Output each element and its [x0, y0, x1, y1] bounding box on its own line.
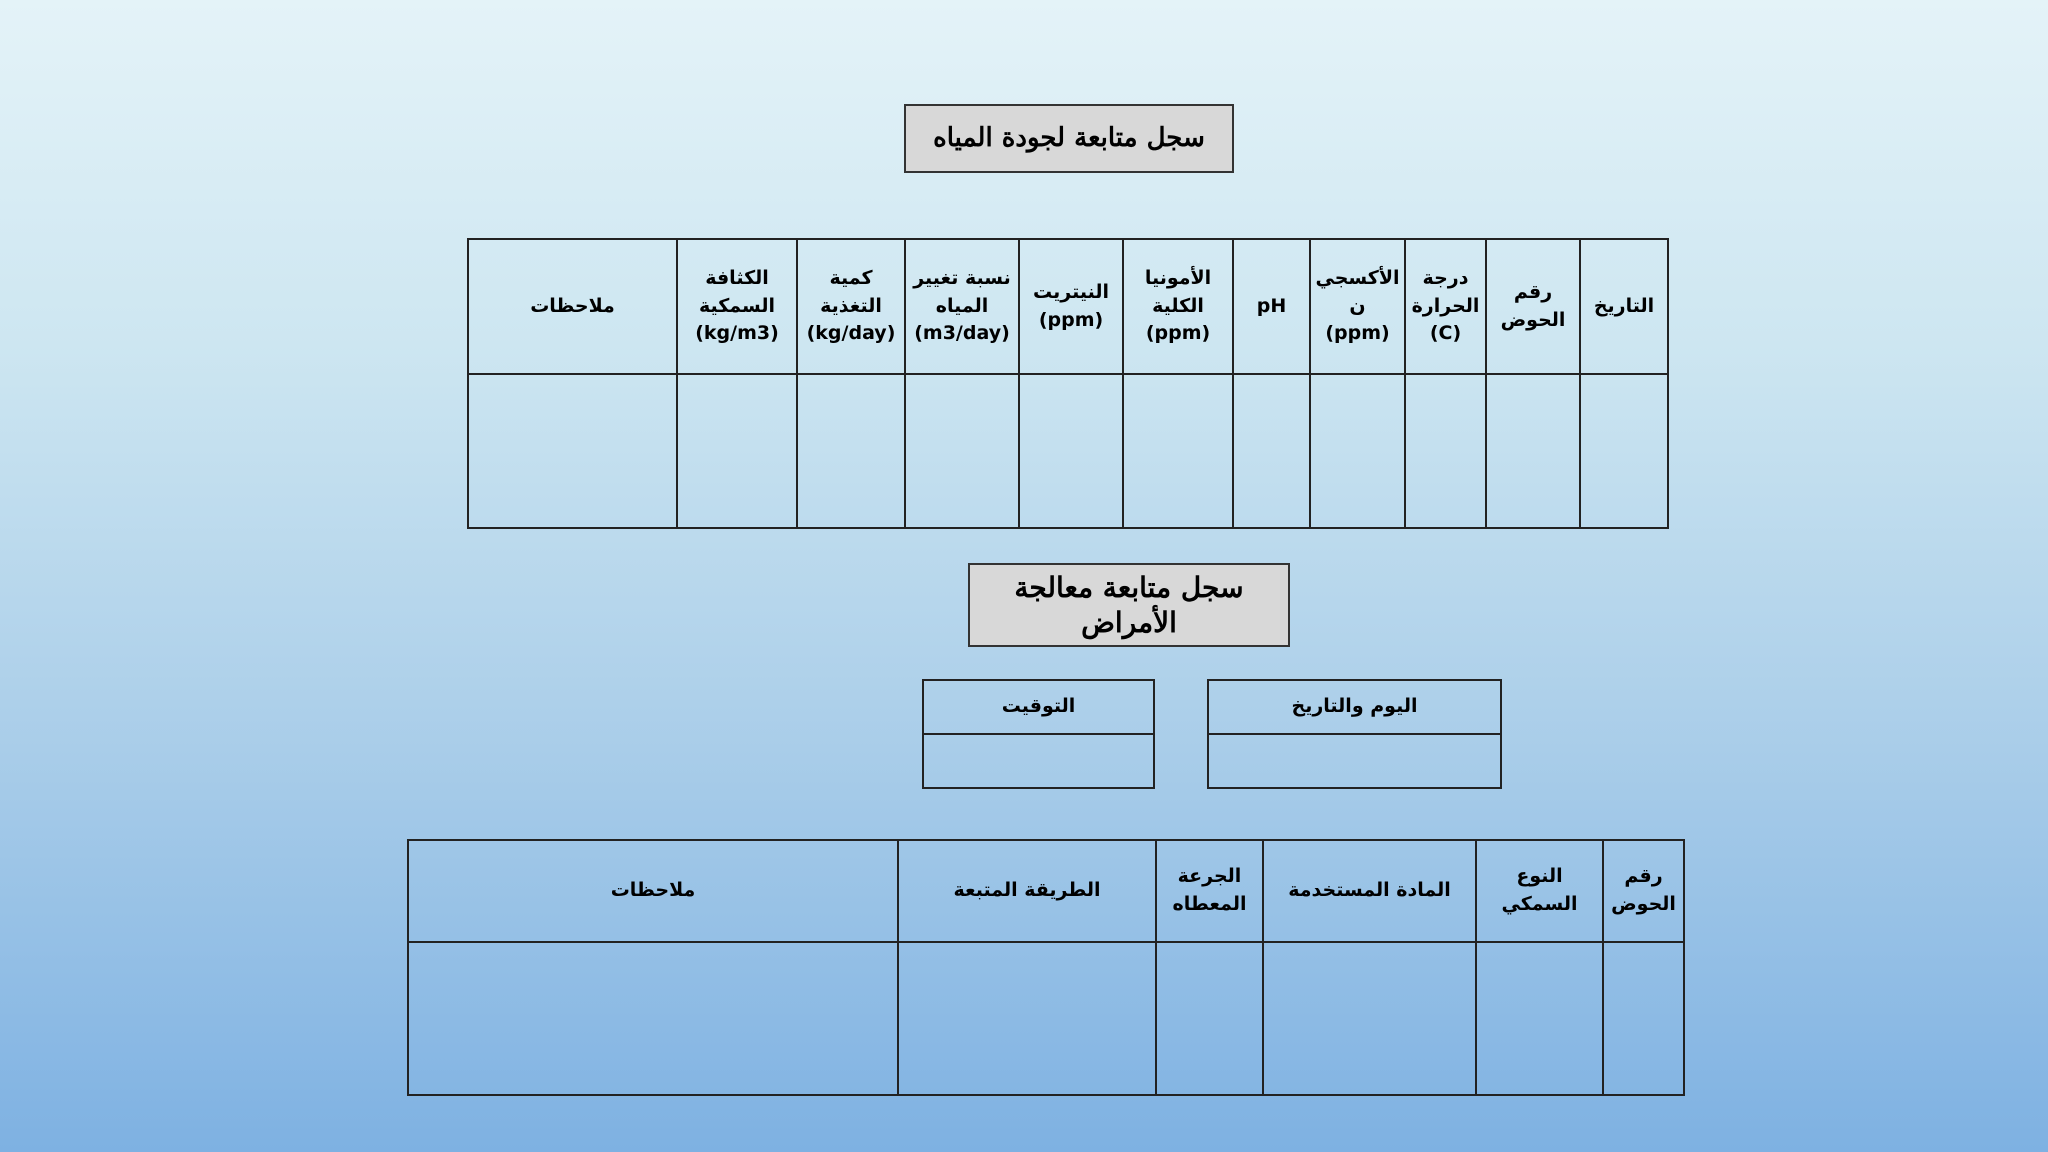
table-cell[interactable]	[1405, 374, 1486, 528]
water-quality-log-title: سجل متابعة لجودة المياه	[904, 104, 1234, 173]
disease-treatment-table	[407, 839, 1685, 1096]
table-cell[interactable]	[1476, 942, 1603, 1095]
date-value-cell[interactable]	[1208, 734, 1501, 788]
table-cell[interactable]	[898, 942, 1156, 1095]
disease-treatment-log-title: سجل متابعة معالجة الأمراض	[968, 563, 1290, 647]
table-cell[interactable]	[1233, 374, 1310, 528]
table-cell[interactable]	[1019, 374, 1123, 528]
col-header-tank-number: رقم الحوض	[1486, 239, 1580, 374]
col-header-water-change: نسبة تغيير المياه (m3/day)	[905, 239, 1019, 374]
table-cell[interactable]	[468, 374, 677, 528]
col-header-oxygen: الأكسجي ن (ppm)	[1310, 239, 1405, 374]
table-cell[interactable]	[1310, 374, 1405, 528]
col-header-feed-amount: كمية التغذية (kg/day)	[797, 239, 905, 374]
col-header-ph: pH	[1233, 239, 1310, 374]
date-table	[1207, 679, 1502, 789]
col-header-nitrite: النيتريت (ppm)	[1019, 239, 1123, 374]
table-cell[interactable]	[1156, 942, 1263, 1095]
col-header-ammonia: الأمونيا الكلية (ppm)	[1123, 239, 1233, 374]
col-header-method: الطريقة المتبعة	[898, 840, 1156, 942]
time-label: التوقيت	[923, 680, 1154, 734]
water-quality-table	[467, 238, 1669, 529]
col-header-temperature: درجة الحرارة (C)	[1405, 239, 1486, 374]
col-header-notes: ملاحظات	[468, 239, 677, 374]
table-cell[interactable]	[905, 374, 1019, 528]
time-table	[922, 679, 1155, 789]
col-header-fish-species: النوع السمكي	[1476, 840, 1603, 942]
col-header-substance: المادة المستخدمة	[1263, 840, 1476, 942]
table-cell[interactable]	[797, 374, 905, 528]
table-cell[interactable]	[677, 374, 797, 528]
table-cell[interactable]	[1263, 942, 1476, 1095]
col-header-dose: الجرعة المعطاه	[1156, 840, 1263, 942]
col-header-fish-density: الكثافة السمكية (kg/m3)	[677, 239, 797, 374]
col-header-notes: ملاحظات	[408, 840, 898, 942]
table-cell[interactable]	[1603, 942, 1684, 1095]
col-header-date: التاريخ	[1580, 239, 1668, 374]
table-cell[interactable]	[1123, 374, 1233, 528]
table-cell[interactable]	[1580, 374, 1668, 528]
time-value-cell[interactable]	[923, 734, 1154, 788]
table-cell[interactable]	[1486, 374, 1580, 528]
table-cell[interactable]	[408, 942, 898, 1095]
col-header-tank-number: رقم الحوض	[1603, 840, 1684, 942]
date-label: اليوم والتاريخ	[1208, 680, 1501, 734]
